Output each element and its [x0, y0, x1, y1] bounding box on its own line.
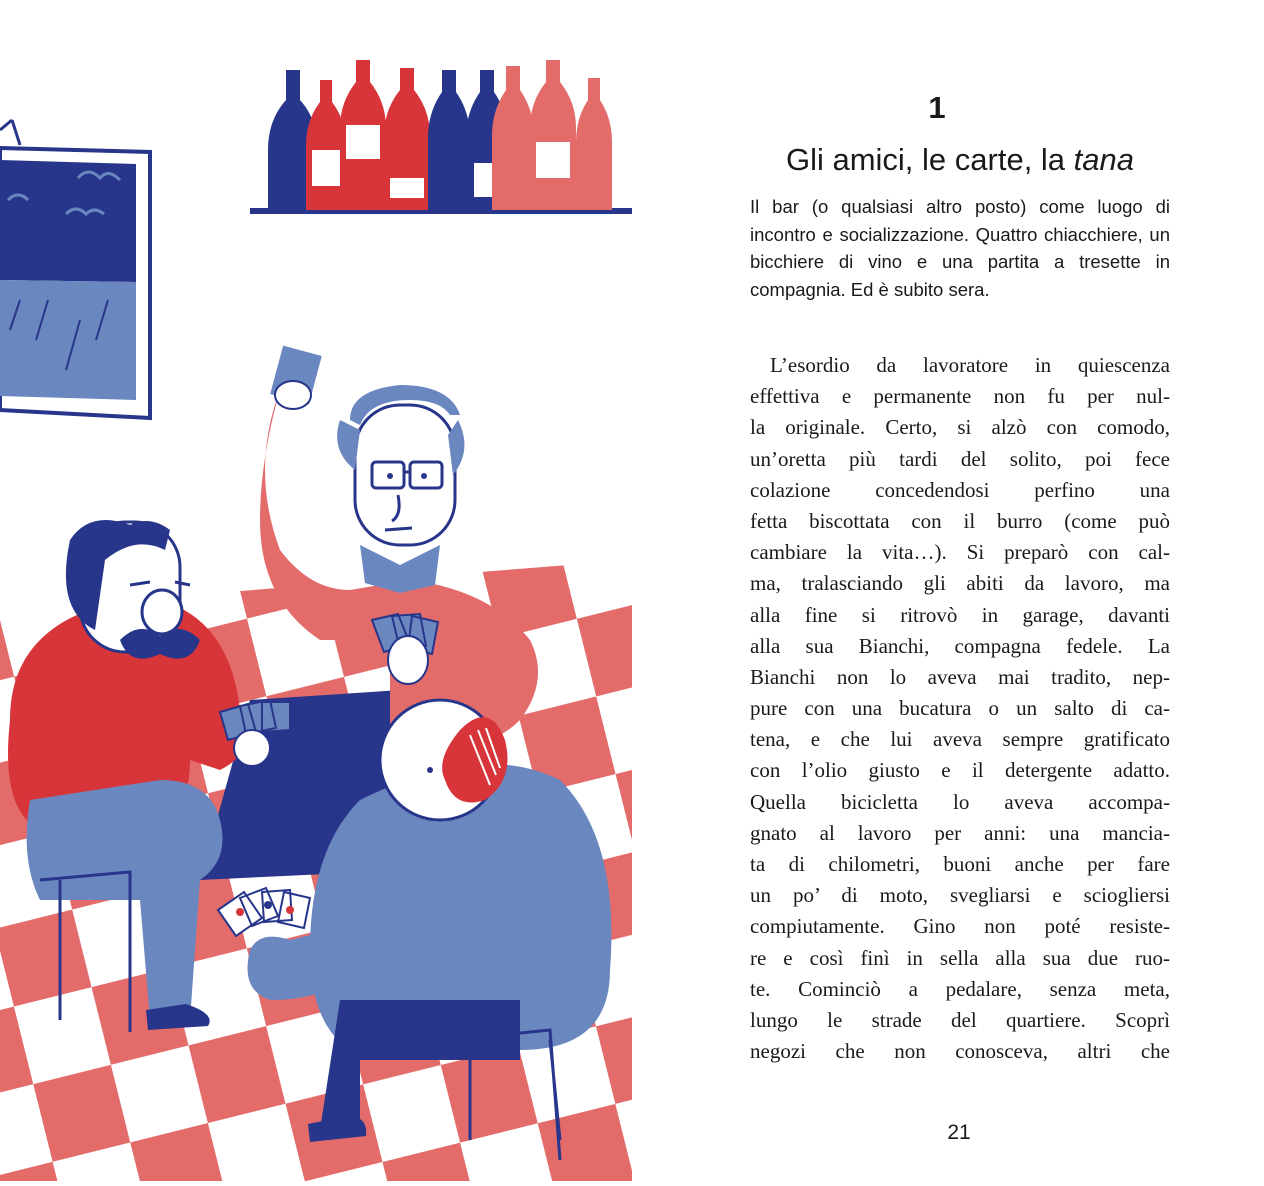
illustration-card-players: [0, 0, 632, 1181]
body-line: compiutamente. Gino non poté resiste-: [750, 914, 1170, 939]
illustration-svg: [0, 0, 632, 1181]
body-line: cambiare la vita…). Si preparò con cal-: [750, 540, 1170, 565]
body-line: un po’ di moto, svegliarsi e sciogliersi: [750, 883, 1170, 908]
body-line: alla sua Bianchi, compagna fedele. La: [750, 633, 1170, 658]
text-page: [632, 0, 1264, 1181]
body-line: con l’olio giusto e il detergente adatto.: [750, 758, 1170, 783]
chapter-title: [750, 142, 1170, 178]
body-line: tena, e che lui aveva sempre gratificato: [750, 727, 1170, 752]
chapter-number: 1: [928, 90, 946, 125]
body-text: [750, 350, 1170, 1067]
body-line: negozi che non conosceva, altri che: [750, 1039, 1170, 1064]
body-line: pure con una bucatura o un salto di ca-: [750, 696, 1170, 721]
body-line: un’oretta più tardi del solito, poi fece: [750, 446, 1170, 471]
body-line: colazione concedendosi perfino una: [750, 477, 1170, 502]
body-line: la originale. Certo, si alzò con comodo,: [750, 415, 1170, 440]
chapter-title-main: Gli amici, le carte, la: [785, 142, 1074, 177]
body-line: effettiva e permanente non fu per nul-: [750, 384, 1170, 409]
body-line: ma, tralasciando gli abiti da lavoro, ma: [750, 571, 1170, 596]
window: [0, 120, 150, 418]
bottle-shelf: [250, 60, 632, 214]
body-line: re e così finì in sella alla sua due ruo-: [750, 945, 1170, 970]
chapter-subtitle: Il bar (o qualsiasi altro posto) come luogo di incontro e socializzazione. Quattro chiacchiere, un bicchiere di vino e una partita a tresette in compagnia. Ed è subito sera.: [750, 196, 1170, 300]
body-line: L’esordio da lavoratore in quiescenza: [770, 353, 1170, 377]
body-line: Quella bicicletta lo aveva accompa-: [750, 789, 1170, 814]
body-line: gnato al lavoro per anni: una mancia-: [750, 820, 1170, 845]
body-line: lungo le strade del quartiere. Scoprì: [750, 1007, 1170, 1032]
body-line: ta di chilometri, buoni anche per fare: [750, 852, 1170, 876]
body-line: fetta biscottata con il burro (come può: [750, 508, 1170, 533]
chapter-title-italic: tana: [1073, 142, 1135, 177]
page-number: 21: [947, 1121, 971, 1144]
body-line: Bianchi non lo aveva mai tradito, nep-: [750, 664, 1170, 689]
body-line: alla fine si ritrovò in garage, davanti: [750, 602, 1170, 627]
body-line: te. Cominciò a pedalare, senza meta,: [750, 976, 1170, 1001]
